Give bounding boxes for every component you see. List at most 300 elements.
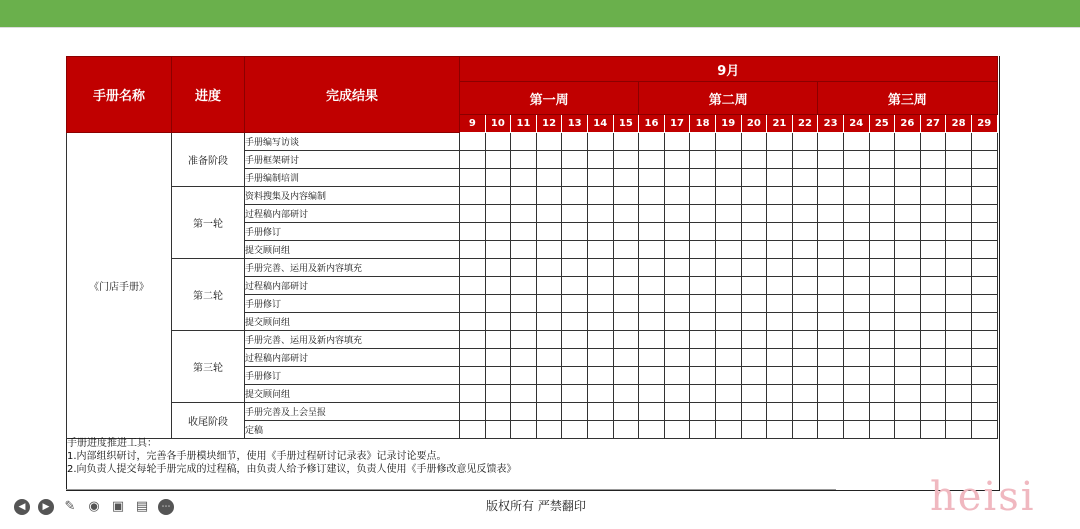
schedule-cell[interactable] (920, 259, 946, 277)
schedule-cell[interactable] (690, 421, 716, 439)
schedule-cell[interactable] (460, 403, 486, 421)
schedule-cell[interactable] (536, 151, 562, 169)
schedule-cell[interactable] (869, 385, 895, 403)
schedule-cell[interactable] (818, 259, 844, 277)
schedule-cell[interactable] (562, 223, 588, 241)
schedule-cell[interactable] (869, 133, 895, 151)
schedule-cell[interactable] (562, 133, 588, 151)
schedule-cell[interactable] (460, 151, 486, 169)
schedule-cell[interactable] (818, 385, 844, 403)
schedule-cell[interactable] (690, 133, 716, 151)
schedule-cell[interactable] (715, 295, 741, 313)
schedule-cell[interactable] (895, 277, 921, 295)
schedule-cell[interactable] (690, 259, 716, 277)
schedule-cell[interactable] (818, 169, 844, 187)
schedule-cell[interactable] (895, 349, 921, 367)
schedule-cell[interactable] (792, 259, 818, 277)
schedule-cell[interactable] (895, 367, 921, 385)
schedule-cell[interactable] (485, 421, 511, 439)
schedule-cell[interactable] (715, 403, 741, 421)
schedule-cell[interactable] (895, 205, 921, 223)
schedule-cell[interactable] (511, 241, 537, 259)
schedule-cell[interactable] (767, 295, 793, 313)
schedule-cell[interactable] (511, 169, 537, 187)
schedule-cell[interactable] (562, 367, 588, 385)
schedule-cell[interactable] (792, 421, 818, 439)
schedule-cell[interactable] (843, 277, 869, 295)
schedule-cell[interactable] (664, 331, 690, 349)
schedule-cell[interactable] (869, 223, 895, 241)
schedule-cell[interactable] (690, 151, 716, 169)
schedule-cell[interactable] (536, 259, 562, 277)
schedule-cell[interactable] (946, 421, 972, 439)
schedule-cell[interactable] (920, 331, 946, 349)
schedule-cell[interactable] (715, 277, 741, 295)
schedule-cell[interactable] (792, 277, 818, 295)
schedule-cell[interactable] (690, 385, 716, 403)
schedule-cell[interactable] (818, 241, 844, 259)
schedule-cell[interactable] (639, 151, 665, 169)
schedule-cell[interactable] (818, 331, 844, 349)
schedule-cell[interactable] (767, 151, 793, 169)
schedule-cell[interactable] (741, 151, 767, 169)
schedule-cell[interactable] (536, 133, 562, 151)
schedule-cell[interactable] (715, 367, 741, 385)
schedule-cell[interactable] (920, 349, 946, 367)
schedule-cell[interactable] (869, 331, 895, 349)
schedule-cell[interactable] (741, 277, 767, 295)
schedule-cell[interactable] (946, 151, 972, 169)
schedule-cell[interactable] (971, 421, 997, 439)
schedule-cell[interactable] (920, 277, 946, 295)
schedule-cell[interactable] (511, 349, 537, 367)
schedule-cell[interactable] (511, 277, 537, 295)
schedule-cell[interactable] (562, 295, 588, 313)
schedule-cell[interactable] (664, 403, 690, 421)
schedule-cell[interactable] (664, 133, 690, 151)
schedule-cell[interactable] (587, 169, 613, 187)
schedule-cell[interactable] (690, 295, 716, 313)
schedule-cell[interactable] (869, 169, 895, 187)
schedule-cell[interactable] (920, 241, 946, 259)
schedule-cell[interactable] (562, 385, 588, 403)
schedule-cell[interactable] (536, 385, 562, 403)
schedule-cell[interactable] (587, 295, 613, 313)
schedule-cell[interactable] (792, 133, 818, 151)
schedule-cell[interactable] (639, 187, 665, 205)
schedule-cell[interactable] (946, 133, 972, 151)
schedule-cell[interactable] (895, 421, 921, 439)
schedule-cell[interactable] (843, 169, 869, 187)
schedule-cell[interactable] (895, 187, 921, 205)
schedule-cell[interactable] (715, 205, 741, 223)
schedule-cell[interactable] (485, 241, 511, 259)
schedule-cell[interactable] (460, 277, 486, 295)
schedule-cell[interactable] (613, 385, 639, 403)
schedule-cell[interactable] (818, 349, 844, 367)
schedule-cell[interactable] (767, 169, 793, 187)
schedule-cell[interactable] (690, 169, 716, 187)
schedule-cell[interactable] (971, 151, 997, 169)
schedule-cell[interactable] (767, 277, 793, 295)
schedule-cell[interactable] (946, 169, 972, 187)
schedule-cell[interactable] (946, 349, 972, 367)
schedule-cell[interactable] (843, 151, 869, 169)
schedule-cell[interactable] (536, 331, 562, 349)
schedule-cell[interactable] (664, 169, 690, 187)
schedule-cell[interactable] (562, 403, 588, 421)
schedule-cell[interactable] (715, 349, 741, 367)
schedule-cell[interactable] (869, 277, 895, 295)
schedule-cell[interactable] (920, 151, 946, 169)
schedule-cell[interactable] (587, 403, 613, 421)
schedule-cell[interactable] (946, 241, 972, 259)
schedule-cell[interactable] (639, 259, 665, 277)
schedule-cell[interactable] (869, 421, 895, 439)
schedule-cell[interactable] (613, 277, 639, 295)
schedule-cell[interactable] (460, 295, 486, 313)
schedule-cell[interactable] (792, 331, 818, 349)
schedule-cell[interactable] (715, 385, 741, 403)
schedule-cell[interactable] (843, 223, 869, 241)
schedule-cell[interactable] (664, 205, 690, 223)
schedule-cell[interactable] (818, 421, 844, 439)
schedule-cell[interactable] (792, 205, 818, 223)
schedule-cell[interactable] (741, 223, 767, 241)
schedule-cell[interactable] (792, 169, 818, 187)
schedule-cell[interactable] (792, 349, 818, 367)
schedule-cell[interactable] (511, 367, 537, 385)
schedule-cell[interactable] (562, 169, 588, 187)
schedule-cell[interactable] (843, 205, 869, 223)
schedule-cell[interactable] (460, 133, 486, 151)
schedule-cell[interactable] (690, 277, 716, 295)
schedule-cell[interactable] (664, 259, 690, 277)
schedule-cell[interactable] (946, 223, 972, 241)
schedule-cell[interactable] (792, 241, 818, 259)
schedule-cell[interactable] (690, 205, 716, 223)
schedule-cell[interactable] (715, 151, 741, 169)
schedule-cell[interactable] (485, 277, 511, 295)
schedule-cell[interactable] (536, 367, 562, 385)
schedule-cell[interactable] (485, 151, 511, 169)
schedule-cell[interactable] (843, 421, 869, 439)
schedule-cell[interactable] (690, 403, 716, 421)
schedule-cell[interactable] (869, 205, 895, 223)
camera-icon[interactable]: ▣ (111, 499, 125, 514)
schedule-cell[interactable] (485, 205, 511, 223)
schedule-cell[interactable] (664, 277, 690, 295)
schedule-cell[interactable] (536, 241, 562, 259)
schedule-cell[interactable] (895, 259, 921, 277)
schedule-cell[interactable] (639, 295, 665, 313)
schedule-cell[interactable] (818, 295, 844, 313)
schedule-cell[interactable] (715, 421, 741, 439)
schedule-cell[interactable] (485, 403, 511, 421)
schedule-cell[interactable] (715, 223, 741, 241)
schedule-cell[interactable] (895, 313, 921, 331)
schedule-cell[interactable] (741, 331, 767, 349)
schedule-cell[interactable] (715, 241, 741, 259)
schedule-cell[interactable] (741, 133, 767, 151)
schedule-cell[interactable] (613, 133, 639, 151)
schedule-cell[interactable] (767, 205, 793, 223)
schedule-cell[interactable] (460, 169, 486, 187)
schedule-cell[interactable] (562, 151, 588, 169)
schedule-cell[interactable] (843, 241, 869, 259)
schedule-cell[interactable] (511, 151, 537, 169)
schedule-cell[interactable] (767, 403, 793, 421)
schedule-cell[interactable] (767, 133, 793, 151)
schedule-cell[interactable] (741, 205, 767, 223)
schedule-cell[interactable] (946, 385, 972, 403)
schedule-cell[interactable] (562, 277, 588, 295)
schedule-cell[interactable] (971, 277, 997, 295)
schedule-cell[interactable] (562, 187, 588, 205)
zoom-icon[interactable]: ◉ (88, 499, 100, 514)
schedule-cell[interactable] (562, 241, 588, 259)
schedule-cell[interactable] (920, 421, 946, 439)
schedule-cell[interactable] (920, 403, 946, 421)
schedule-cell[interactable] (971, 403, 997, 421)
schedule-cell[interactable] (843, 403, 869, 421)
schedule-cell[interactable] (587, 205, 613, 223)
schedule-cell[interactable] (971, 295, 997, 313)
schedule-cell[interactable] (818, 187, 844, 205)
schedule-cell[interactable] (843, 313, 869, 331)
schedule-cell[interactable] (639, 367, 665, 385)
schedule-cell[interactable] (818, 133, 844, 151)
schedule-cell[interactable] (587, 223, 613, 241)
schedule-cell[interactable] (613, 205, 639, 223)
schedule-cell[interactable] (587, 349, 613, 367)
schedule-cell[interactable] (869, 259, 895, 277)
schedule-cell[interactable] (613, 313, 639, 331)
schedule-cell[interactable] (946, 259, 972, 277)
schedule-cell[interactable] (511, 187, 537, 205)
schedule-cell[interactable] (613, 169, 639, 187)
schedule-cell[interactable] (818, 223, 844, 241)
schedule-cell[interactable] (485, 259, 511, 277)
schedule-cell[interactable] (639, 313, 665, 331)
schedule-cell[interactable] (460, 223, 486, 241)
schedule-cell[interactable] (511, 421, 537, 439)
schedule-cell[interactable] (895, 385, 921, 403)
schedule-cell[interactable] (920, 295, 946, 313)
schedule-cell[interactable] (587, 313, 613, 331)
schedule-cell[interactable] (715, 313, 741, 331)
schedule-cell[interactable] (843, 385, 869, 403)
schedule-cell[interactable] (767, 223, 793, 241)
schedule-cell[interactable] (818, 205, 844, 223)
schedule-cell[interactable] (536, 403, 562, 421)
schedule-cell[interactable] (587, 241, 613, 259)
schedule-cell[interactable] (485, 367, 511, 385)
schedule-cell[interactable] (741, 187, 767, 205)
schedule-cell[interactable] (613, 187, 639, 205)
schedule-cell[interactable] (767, 367, 793, 385)
schedule-cell[interactable] (587, 385, 613, 403)
schedule-cell[interactable] (613, 331, 639, 349)
schedule-cell[interactable] (664, 295, 690, 313)
schedule-cell[interactable] (818, 313, 844, 331)
schedule-cell[interactable] (664, 151, 690, 169)
schedule-cell[interactable] (843, 349, 869, 367)
schedule-cell[interactable] (971, 331, 997, 349)
schedule-cell[interactable] (639, 169, 665, 187)
schedule-cell[interactable] (587, 421, 613, 439)
schedule-cell[interactable] (460, 259, 486, 277)
schedule-cell[interactable] (920, 313, 946, 331)
schedule-cell[interactable] (511, 403, 537, 421)
schedule-cell[interactable] (562, 313, 588, 331)
schedule-cell[interactable] (895, 331, 921, 349)
schedule-cell[interactable] (869, 403, 895, 421)
schedule-cell[interactable] (485, 313, 511, 331)
schedule-cell[interactable] (869, 151, 895, 169)
prev-icon[interactable]: ◀ (14, 499, 30, 515)
schedule-cell[interactable] (587, 277, 613, 295)
schedule-cell[interactable] (869, 295, 895, 313)
schedule-cell[interactable] (587, 187, 613, 205)
schedule-cell[interactable] (715, 169, 741, 187)
schedule-cell[interactable] (767, 385, 793, 403)
schedule-cell[interactable] (536, 277, 562, 295)
schedule-cell[interactable] (843, 331, 869, 349)
schedule-cell[interactable] (562, 421, 588, 439)
schedule-cell[interactable] (664, 367, 690, 385)
schedule-cell[interactable] (741, 169, 767, 187)
schedule-cell[interactable] (485, 169, 511, 187)
schedule-cell[interactable] (562, 259, 588, 277)
schedule-cell[interactable] (536, 295, 562, 313)
schedule-cell[interactable] (895, 133, 921, 151)
schedule-cell[interactable] (869, 313, 895, 331)
schedule-cell[interactable] (920, 133, 946, 151)
schedule-cell[interactable] (767, 421, 793, 439)
schedule-cell[interactable] (690, 187, 716, 205)
schedule-cell[interactable] (690, 331, 716, 349)
schedule-cell[interactable] (715, 187, 741, 205)
schedule-cell[interactable] (613, 151, 639, 169)
schedule-cell[interactable] (715, 259, 741, 277)
schedule-cell[interactable] (690, 349, 716, 367)
schedule-cell[interactable] (485, 187, 511, 205)
schedule-cell[interactable] (843, 367, 869, 385)
schedule-cell[interactable] (511, 385, 537, 403)
schedule-cell[interactable] (895, 403, 921, 421)
schedule-cell[interactable] (895, 295, 921, 313)
schedule-cell[interactable] (869, 187, 895, 205)
schedule-cell[interactable] (971, 349, 997, 367)
schedule-cell[interactable] (639, 223, 665, 241)
schedule-cell[interactable] (664, 349, 690, 367)
schedule-cell[interactable] (843, 133, 869, 151)
schedule-cell[interactable] (613, 403, 639, 421)
schedule-cell[interactable] (460, 349, 486, 367)
schedule-cell[interactable] (460, 385, 486, 403)
schedule-cell[interactable] (690, 241, 716, 259)
schedule-cell[interactable] (485, 133, 511, 151)
schedule-cell[interactable] (562, 205, 588, 223)
schedule-cell[interactable] (511, 205, 537, 223)
schedule-cell[interactable] (536, 421, 562, 439)
schedule-cell[interactable] (485, 385, 511, 403)
schedule-cell[interactable] (690, 367, 716, 385)
schedule-cell[interactable] (511, 313, 537, 331)
schedule-cell[interactable] (792, 385, 818, 403)
schedule-cell[interactable] (587, 259, 613, 277)
schedule-cell[interactable] (920, 169, 946, 187)
schedule-cell[interactable] (613, 223, 639, 241)
schedule-cell[interactable] (741, 241, 767, 259)
schedule-cell[interactable] (460, 313, 486, 331)
schedule-cell[interactable] (690, 313, 716, 331)
schedule-cell[interactable] (741, 349, 767, 367)
schedule-cell[interactable] (869, 349, 895, 367)
schedule-cell[interactable] (946, 367, 972, 385)
schedule-cell[interactable] (946, 313, 972, 331)
schedule-cell[interactable] (715, 133, 741, 151)
schedule-cell[interactable] (613, 367, 639, 385)
schedule-cell[interactable] (690, 223, 716, 241)
schedule-cell[interactable] (946, 277, 972, 295)
schedule-cell[interactable] (485, 331, 511, 349)
schedule-cell[interactable] (664, 223, 690, 241)
schedule-cell[interactable] (767, 313, 793, 331)
schedule-cell[interactable] (792, 223, 818, 241)
schedule-cell[interactable] (971, 259, 997, 277)
schedule-cell[interactable] (536, 223, 562, 241)
schedule-cell[interactable] (767, 241, 793, 259)
schedule-cell[interactable] (818, 277, 844, 295)
schedule-cell[interactable] (792, 367, 818, 385)
schedule-cell[interactable] (971, 241, 997, 259)
schedule-cell[interactable] (536, 187, 562, 205)
schedule-cell[interactable] (920, 385, 946, 403)
schedule-cell[interactable] (460, 187, 486, 205)
schedule-cell[interactable] (460, 241, 486, 259)
schedule-cell[interactable] (741, 259, 767, 277)
schedule-cell[interactable] (664, 385, 690, 403)
schedule-cell[interactable] (895, 169, 921, 187)
schedule-cell[interactable] (843, 295, 869, 313)
schedule-cell[interactable] (818, 151, 844, 169)
schedule-cell[interactable] (767, 259, 793, 277)
schedule-cell[interactable] (715, 331, 741, 349)
schedule-cell[interactable] (587, 151, 613, 169)
schedule-cell[interactable] (843, 259, 869, 277)
schedule-cell[interactable] (639, 331, 665, 349)
schedule-cell[interactable] (613, 349, 639, 367)
schedule-cell[interactable] (613, 295, 639, 313)
schedule-cell[interactable] (895, 151, 921, 169)
schedule-cell[interactable] (741, 313, 767, 331)
schedule-cell[interactable] (536, 205, 562, 223)
schedule-cell[interactable] (946, 403, 972, 421)
schedule-cell[interactable] (920, 205, 946, 223)
schedule-cell[interactable] (511, 133, 537, 151)
schedule-cell[interactable] (639, 277, 665, 295)
schedule-cell[interactable] (664, 421, 690, 439)
schedule-cell[interactable] (818, 367, 844, 385)
schedule-cell[interactable] (741, 421, 767, 439)
schedule-cell[interactable] (639, 403, 665, 421)
schedule-cell[interactable] (562, 331, 588, 349)
schedule-cell[interactable] (639, 133, 665, 151)
schedule-cell[interactable] (946, 331, 972, 349)
caption-icon[interactable]: ▤ (135, 499, 149, 514)
